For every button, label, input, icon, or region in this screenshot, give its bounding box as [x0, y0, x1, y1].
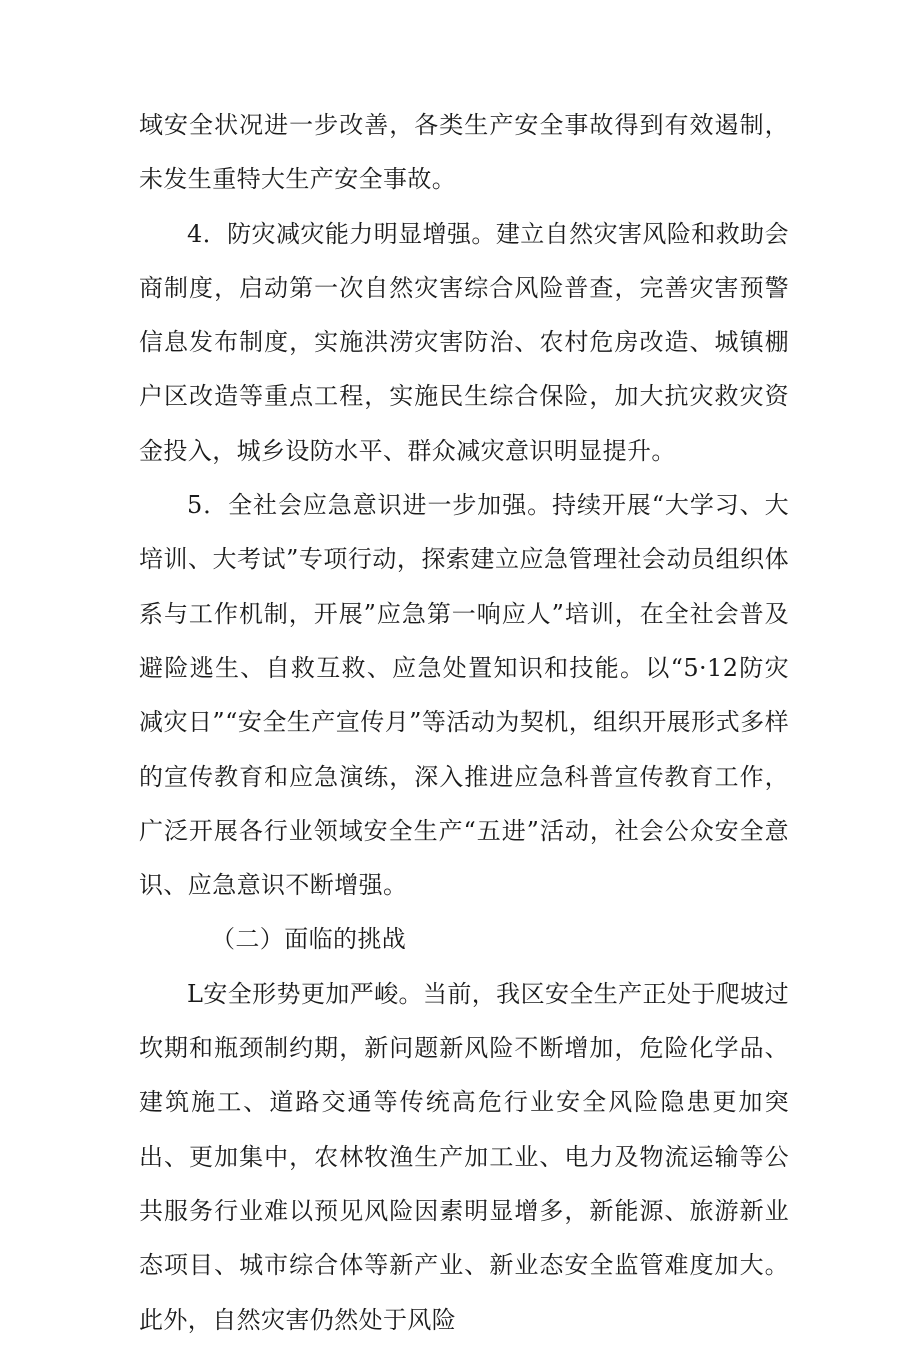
section-heading: （二）面临的挑战	[211, 925, 407, 954]
document-body	[139, 98, 789, 1347]
paragraph-continuation: 域安全状况进一步改善，各类生产安全事故得到有效遏制，未发生重特大生产安全事故。	[139, 111, 789, 194]
paragraph-item-5: 5．全社会应急意识进一步加强。持续开展“大学习、大培训、大考试”专项行动，探索建立应急管理社会动员组织体系与工作机制，开展”应急第一响应人”培训，在全社会普及避险逃生、自救互救、应急处置知识和技能。以“5·12防灾减灾日”“安全生产宣传月”等活动为契机，组织开展形式多样的宣传教育和应急演练，深入推进应急科普宣传教育工作，广泛开展各行业领域安全生产“五进”活动，社会公众安全意识、应急意识不断增强。	[139, 491, 789, 900]
paragraph-item-4: 4．防灾减灾能力明显增强。建立自然灾害风险和救助会商制度，启动第一次自然灾害综合风险普查，完善灾害预警信息发布制度，实施洪涝灾害防治、农村危房改造、城镇棚户区改造等重点工程，实施民生综合保险，加大抗灾救灾资金投入，城乡设防水平、群众减灾意识明显提升。	[139, 219, 789, 465]
paragraph-challenge: L安全形势更加严峻。当前，我区安全生产正处于爬坡过坎期和瓶颈制约期，新问题新风险不断增加，危险化学品、建筑施工、道路交通等传统高危行业安全风险隐患更加突出、更加集中，农林牧渔生产加工业、电力及物流运输等公共服务行业难以预见风险因素明显增多，新能源、旅游新业态项目、城市综合体等新产业、新业态安全监管难度加大。此外，自然灾害仍然处于风险	[139, 979, 789, 1334]
